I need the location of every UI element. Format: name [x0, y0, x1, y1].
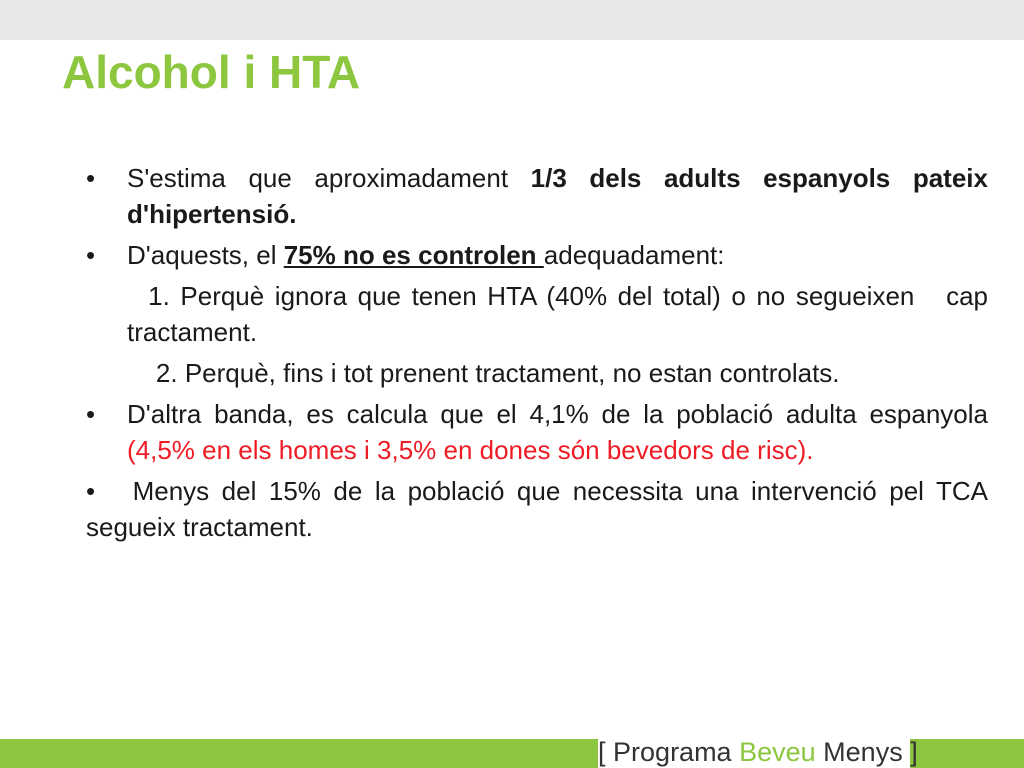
bullet-item-control [86, 237, 988, 273]
bullet-item-treatment [86, 473, 996, 545]
program-logo [598, 736, 918, 768]
bullet-marker: • [86, 163, 96, 193]
bullet-marker: • [86, 240, 96, 270]
subitem-reason-2 [86, 355, 988, 391]
subitem-reason-1 [86, 278, 996, 350]
bullet-marker: • [86, 399, 96, 429]
top-band [0, 0, 1024, 40]
control-text-end: adequadament: [543, 240, 725, 270]
logo-word-programa: Programa [613, 737, 732, 767]
risk-highlight: (4,5% en els homes i 3,5% en dones són bevedors de risc). [127, 435, 814, 465]
logo-word-menys: Menys [823, 737, 903, 767]
slide-content [86, 160, 996, 550]
prevalence-text: S'estima que aproximadament [127, 163, 531, 193]
reason-2-text: 2. Perquè, fins i tot prenent tractament, no estan controlats. [127, 358, 840, 388]
risk-text: D'altra banda, es calcula que el 4,1% de la població adulta espanyola [127, 399, 988, 429]
control-highlight: 75% no es controlen [283, 240, 544, 270]
reason-1-text: 1. Perquè ignora que tenen HTA (40% del total) o no segueixen cap tractament. [127, 281, 996, 347]
logo-open-bracket: [ [598, 737, 606, 767]
treatment-text: • Menys del 15% de la població que necessita una intervenció pel TCA segueix tractament. [86, 476, 996, 542]
bullet-item-prevalence [86, 160, 988, 232]
slide-title: Alcohol i HTA [62, 46, 361, 98]
control-text: D'aquests, el [127, 240, 284, 270]
logo-close-bracket: ] [910, 737, 918, 767]
logo-word-beveu: Beveu [739, 737, 816, 767]
prevalence-highlight: 1/3 dels adults espanyols pateix d'hipertensió. [127, 163, 988, 229]
bullet-item-risk [86, 396, 988, 468]
